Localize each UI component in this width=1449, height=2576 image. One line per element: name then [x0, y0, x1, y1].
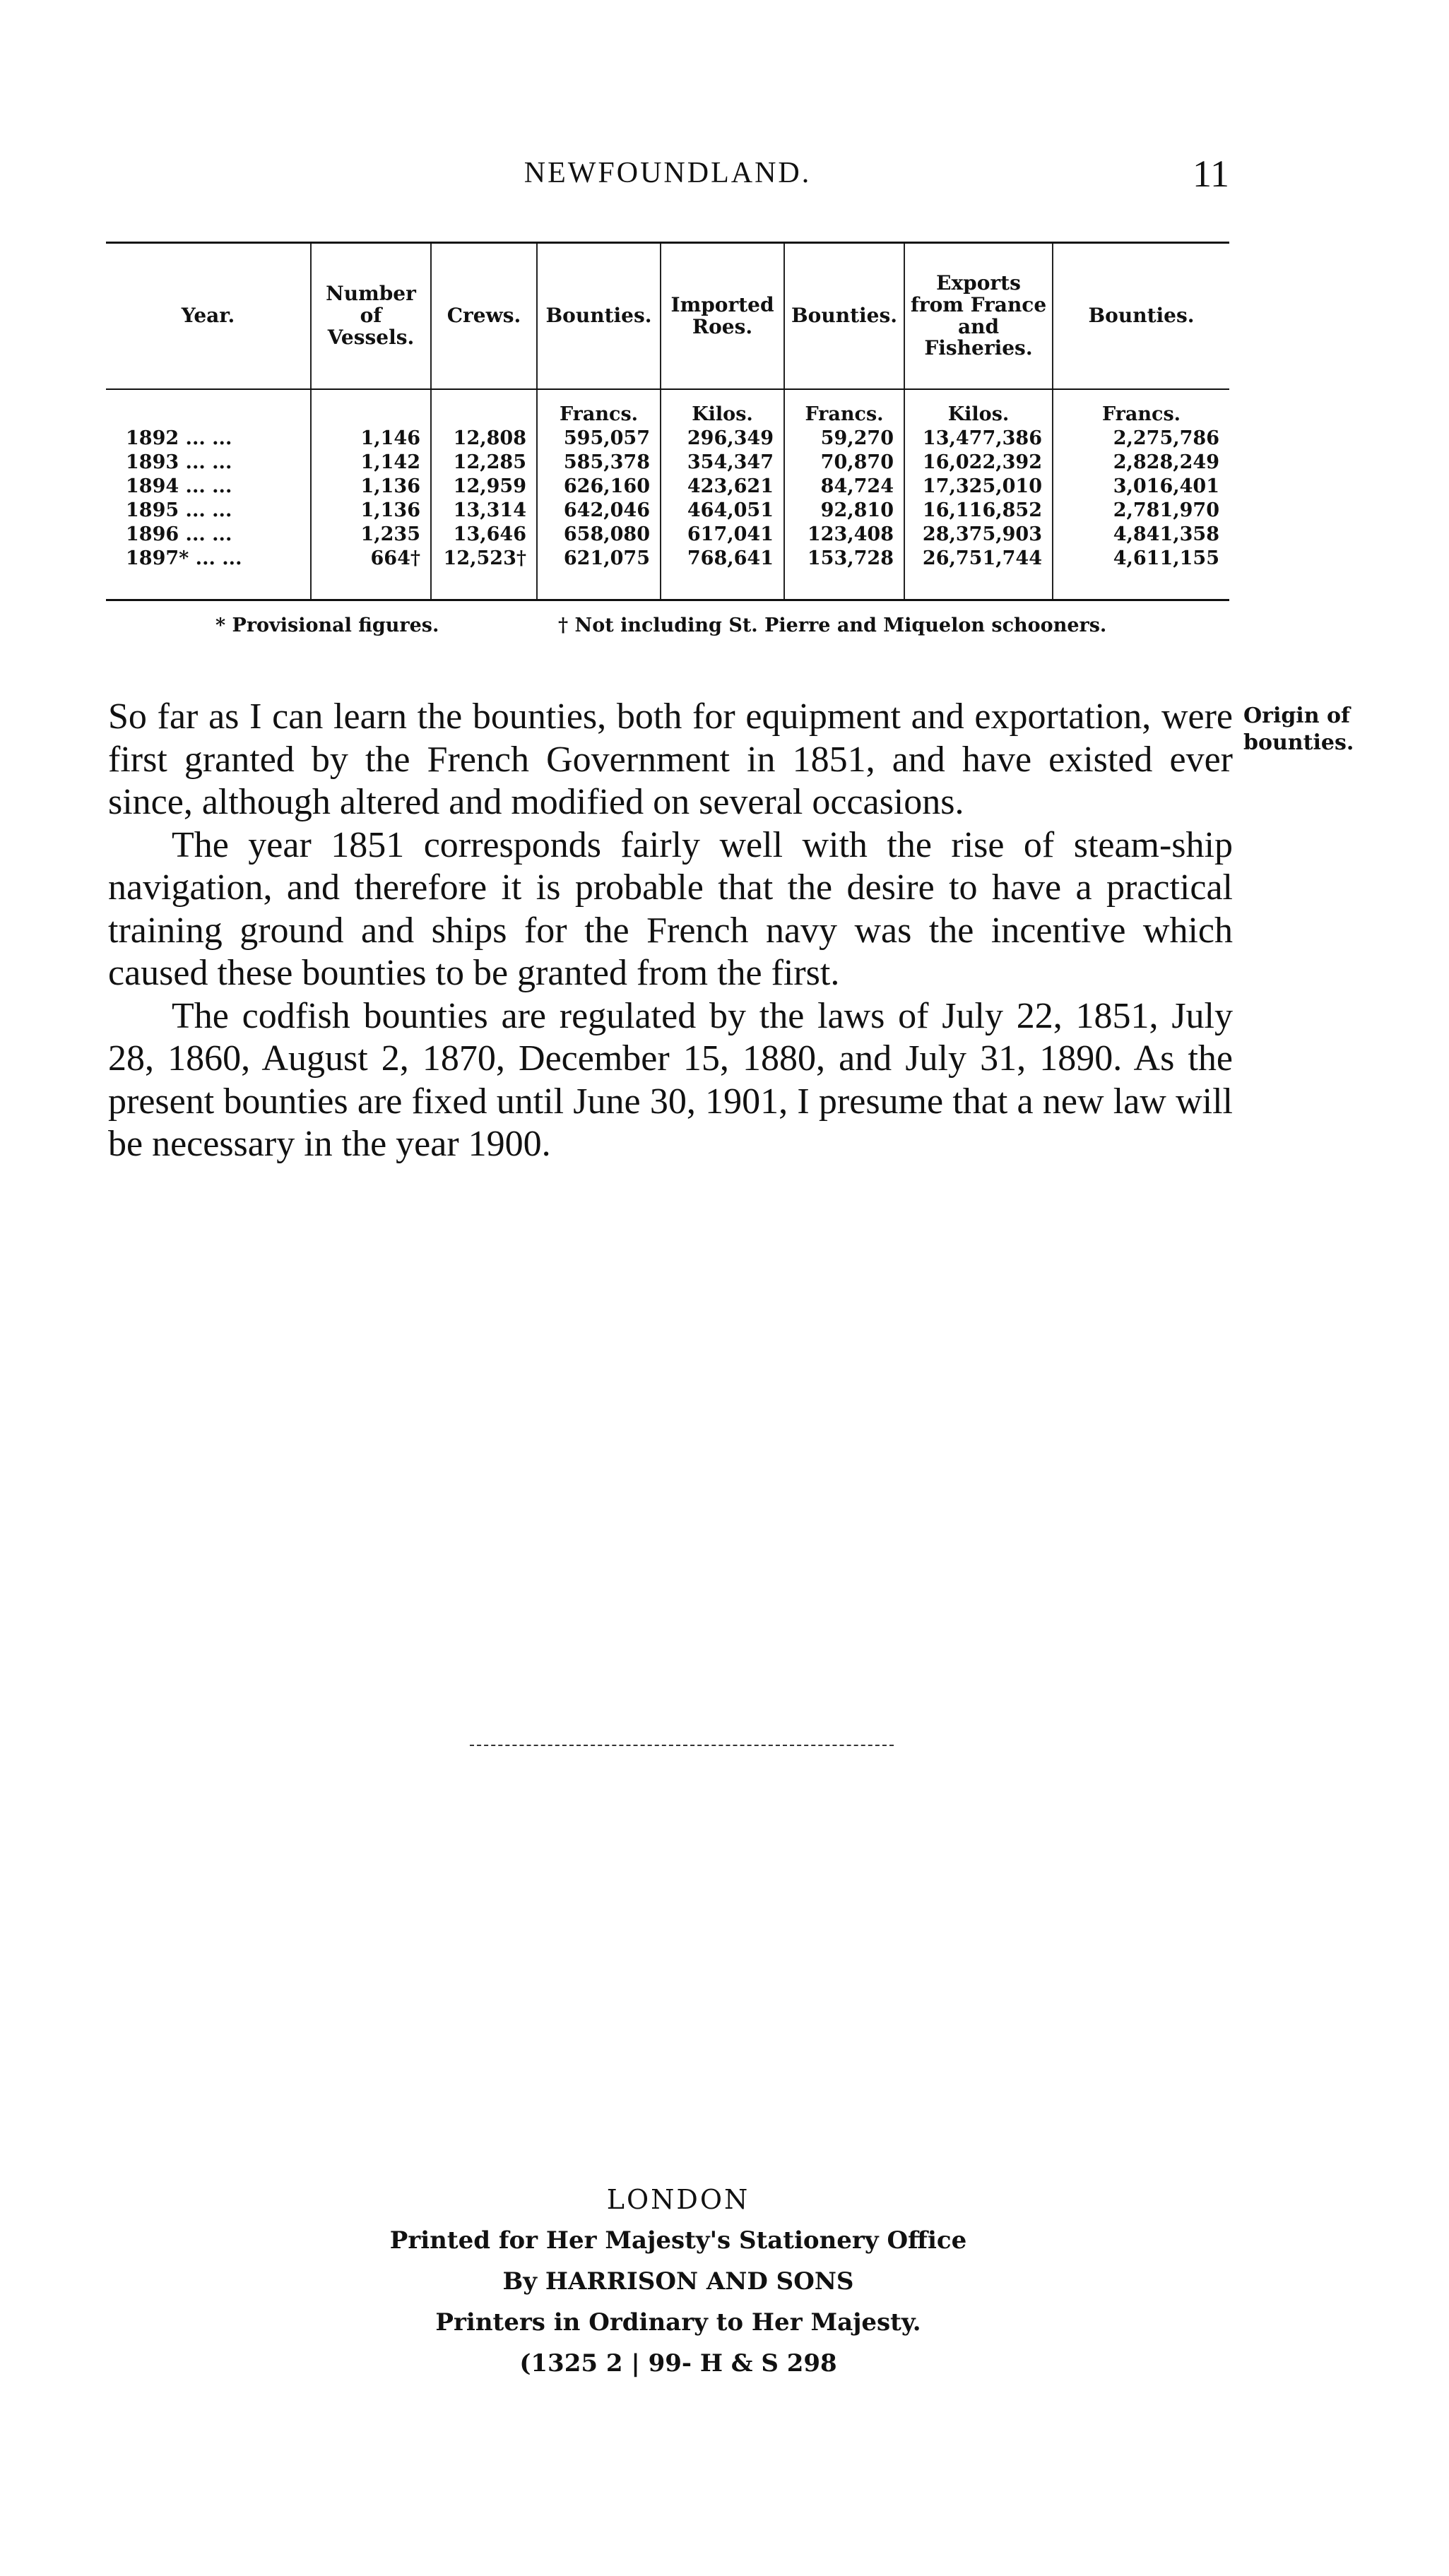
export-bounties-cell: 3,016,401 — [1053, 475, 1229, 499]
roes-bounties-cell: 70,870 — [784, 451, 904, 475]
column-header-bounties: Bounties. — [537, 243, 661, 390]
table-row — [106, 427, 1229, 451]
column-header-export-bounties: Bounties. — [1053, 243, 1229, 390]
vessels-cell: 1,142 — [311, 451, 431, 475]
roes-bounties-cell: 123,408 — [784, 523, 904, 547]
bounties-cell: 621,075 — [537, 547, 661, 600]
paragraph: So far as I can learn the bounties, both for equipment and exportation, were first granted by the French Government in 1851, and have existed ever since, although altered and modified on several occasions. — [108, 696, 1233, 822]
column-header-roes-bounties: Bounties. — [784, 243, 904, 390]
imprint-line: (1325 2 | 99- H & S 298 — [519, 2349, 837, 2378]
page-number: 11 — [1193, 153, 1229, 195]
crews-cell: 12,285 — [431, 451, 537, 475]
vessels-cell: 1,235 — [311, 523, 431, 547]
bounty-table-container — [106, 242, 1229, 601]
export-bounties-cell: 2,781,970 — [1053, 499, 1229, 523]
export-bounties-cell: 4,841,358 — [1053, 523, 1229, 547]
roes-cell: 296,349 — [661, 427, 784, 451]
roes-bounties-cell: 59,270 — [784, 427, 904, 451]
unit-cell: Kilos. — [904, 389, 1053, 427]
year-cell: 1897* ... ... — [106, 547, 311, 600]
bounties-cell: 626,160 — [537, 475, 661, 499]
roes-cell: 768,641 — [661, 547, 784, 600]
year-cell: 1893 ... ... — [126, 451, 232, 473]
column-header-vessels: Number of Vessels. — [311, 243, 431, 390]
year-cell: 1892 ... ... — [126, 427, 232, 449]
bounties-cell: 642,046 — [537, 499, 661, 523]
vessels-cell: 1,136 — [311, 499, 431, 523]
crews-cell: 13,314 — [431, 499, 537, 523]
running-head: NEWFOUNDLAND. — [524, 157, 812, 189]
bounty-table — [106, 242, 1229, 601]
unit-cell: Francs. — [784, 389, 904, 427]
year-cell: 1895 ... ... — [126, 499, 232, 521]
body-text — [108, 696, 1233, 1166]
unit-cell — [431, 389, 537, 427]
exports-cell: 16,022,392 — [904, 451, 1053, 475]
table-row — [106, 547, 1229, 600]
crews-cell: 12,523† — [431, 547, 537, 600]
footnote-not-including: † Not including St. Pierre and Miquelon schooners. — [558, 615, 1107, 636]
margin-note: Origin of bounties. — [1243, 704, 1354, 755]
imprint-line: By HARRISON AND SONS — [502, 2267, 854, 2296]
vessels-cell: 1,146 — [311, 427, 431, 451]
footnote-provisional: * Provisional figures. — [215, 615, 439, 636]
year-cell: 1896 ... ... — [126, 523, 232, 545]
unit-cell: Kilos. — [661, 389, 784, 427]
column-header-exports: Exports from France and Fisheries. — [904, 243, 1053, 390]
exports-cell: 16,116,852 — [904, 499, 1053, 523]
bounties-cell: 658,080 — [537, 523, 661, 547]
exports-cell: 13,477,386 — [904, 427, 1053, 451]
column-header-imported-roes: Imported Roes. — [661, 243, 784, 390]
paragraph: The year 1851 corresponds fairly well with the rise of steam-ship navigation, and therefore it is probable that the desire to have a practical training ground and ships for the French navy was the incentive which caused these bounties to be granted from the first. — [108, 824, 1233, 993]
unit-cell: Francs. — [537, 389, 661, 427]
table-row — [106, 499, 1229, 523]
roes-cell: 354,347 — [661, 451, 784, 475]
vessels-cell: 664† — [311, 547, 431, 600]
paragraph: The codfish bounties are regulated by the laws of July 22, 1851, July 28, 1860, August 2, 1870, December 15, 1880, and July 31, 1890. As the present bounties are fixed until June 30, 1901, I presume that a new law will be necessary in the year 1900. — [108, 995, 1233, 1164]
column-header-year: Year. — [106, 243, 311, 390]
imprint-line: Printers in Ordinary to Her Majesty. — [435, 2308, 921, 2337]
imprint-city: LONDON — [606, 2184, 750, 2215]
table-row — [106, 451, 1229, 475]
crews-cell: 12,959 — [431, 475, 537, 499]
unit-cell: Francs. — [1053, 389, 1229, 427]
table-header-row — [106, 243, 1229, 390]
export-bounties-cell: 4,611,155 — [1053, 547, 1229, 600]
units-row — [106, 389, 1229, 427]
exports-cell: 28,375,903 — [904, 523, 1053, 547]
exports-cell: 26,751,744 — [904, 547, 1053, 600]
page-header — [106, 152, 1229, 201]
imprint-line: Printed for Her Majesty's Stationery Office — [389, 2226, 967, 2255]
roes-bounties-cell: 153,728 — [784, 547, 904, 600]
table-row — [106, 523, 1229, 547]
crews-cell: 12,808 — [431, 427, 537, 451]
year-cell: 1894 ... ... — [126, 475, 232, 497]
vessels-cell: 1,136 — [311, 475, 431, 499]
export-bounties-cell: 2,828,249 — [1053, 451, 1229, 475]
roes-bounties-cell: 92,810 — [784, 499, 904, 523]
crews-cell: 13,646 — [431, 523, 537, 547]
roes-cell: 617,041 — [661, 523, 784, 547]
column-header-crews: Crews. — [431, 243, 537, 390]
bounties-cell: 585,378 — [537, 451, 661, 475]
section-rule — [470, 1745, 894, 1746]
table-row — [106, 475, 1229, 499]
unit-cell — [311, 389, 431, 427]
unit-cell — [106, 389, 311, 427]
export-bounties-cell: 2,275,786 — [1053, 427, 1229, 451]
roes-bounties-cell: 84,724 — [784, 475, 904, 499]
roes-cell: 464,051 — [661, 499, 784, 523]
printer-imprint — [339, 2179, 1017, 2384]
roes-cell: 423,621 — [661, 475, 784, 499]
exports-cell: 17,325,010 — [904, 475, 1053, 499]
bounties-cell: 595,057 — [537, 427, 661, 451]
